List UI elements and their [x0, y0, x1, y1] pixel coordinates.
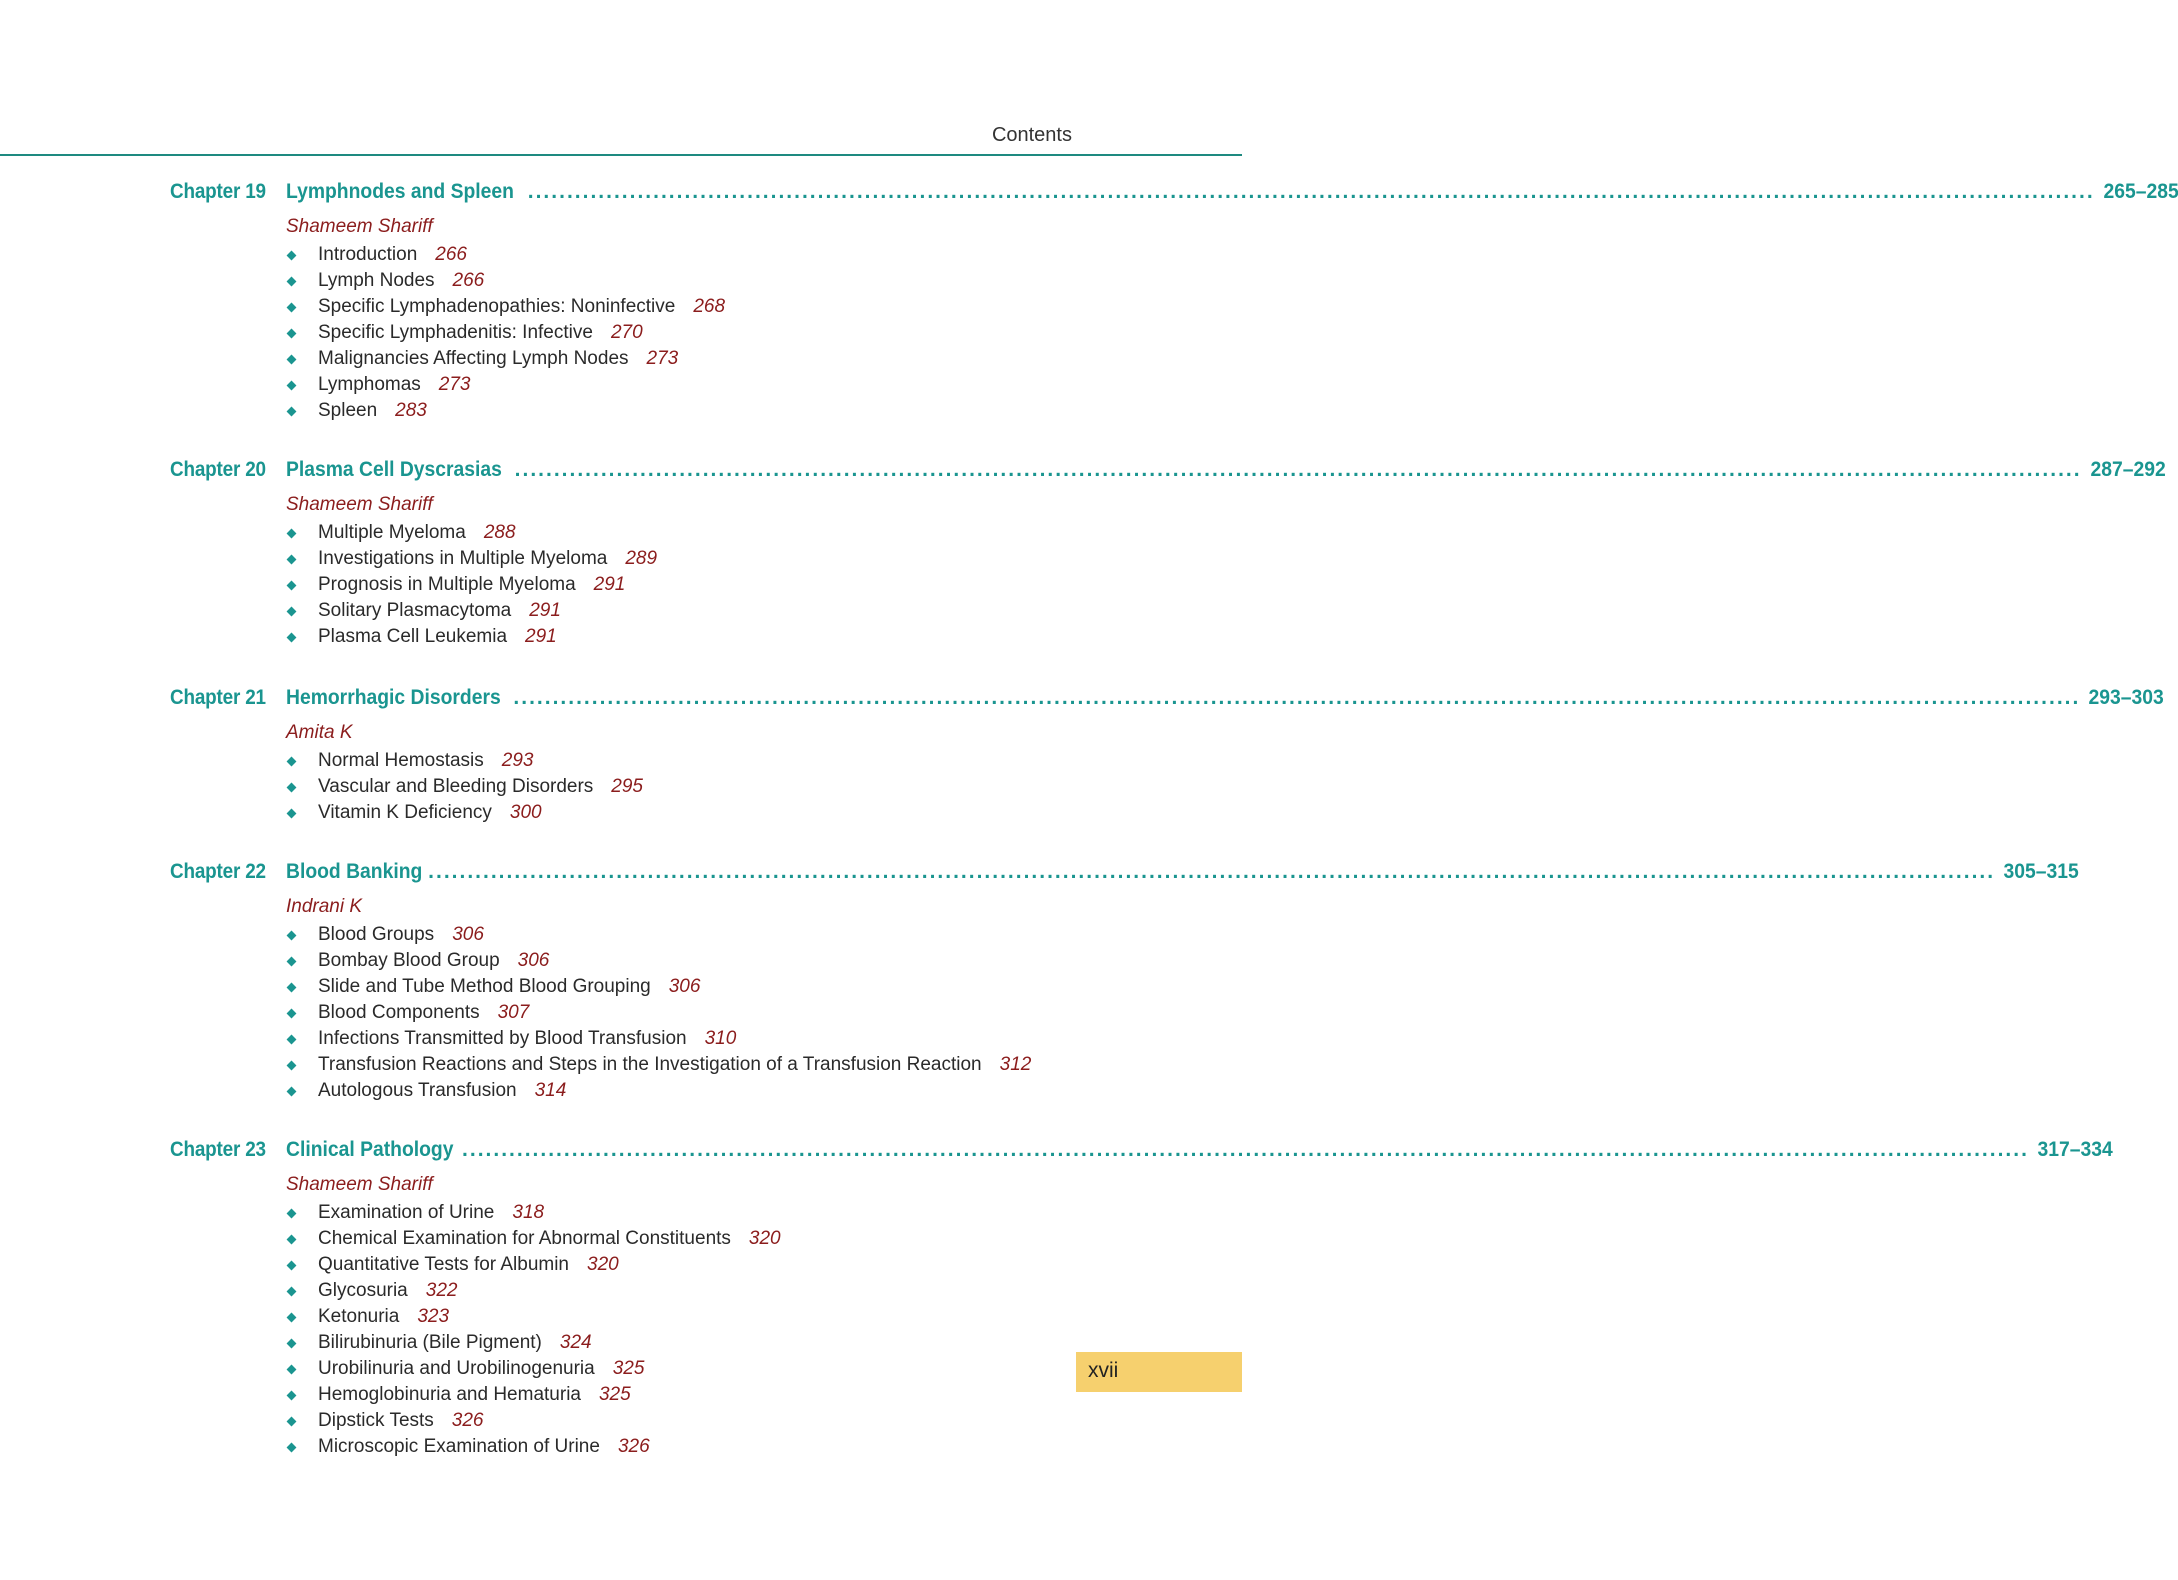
topic-item: [286, 624, 1242, 650]
dot-leader: ........................................................................................................................................................................................................: [462, 1138, 2029, 1161]
running-head: Contents: [991, 124, 1072, 146]
topic-label: Prognosis in Multiple Myeloma: [318, 574, 576, 595]
topic-item: [286, 748, 1242, 774]
topic-label: Investigations in Multiple Myeloma: [318, 548, 608, 569]
topic-label: Quantitative Tests for Albumin: [318, 1254, 569, 1275]
topic-page: 300: [509, 802, 542, 823]
chapter-title: Blood Banking: [286, 860, 423, 883]
topic-page: 266: [435, 244, 467, 265]
topic-list: [0, 242, 1242, 424]
topic-item: [286, 1434, 1242, 1460]
chapter-heading: [0, 684, 2165, 718]
diamond-bullet-icon: [287, 529, 297, 539]
topic-page: 291: [525, 626, 557, 647]
topic-label: Solitary Plasmacytoma: [318, 600, 512, 621]
topic-page: 270: [610, 322, 643, 343]
topic-page: 322: [425, 1280, 458, 1301]
topic-item: [286, 1000, 1242, 1026]
dot-leader: ........................................................................................................................................................................................................: [514, 458, 2082, 481]
topic-list: [0, 922, 1242, 1104]
dot-leader: ........................................................................................................................................................................................................: [527, 180, 2095, 203]
topic-label: Slide and Tube Method Blood Grouping: [318, 976, 651, 997]
chapter-page-range: 287–292: [2090, 458, 2166, 481]
chapter-title-row: [286, 686, 2165, 710]
topic-text: [318, 1304, 449, 1330]
topic-label: Specific Lymphadenopathies: Noninfective: [318, 296, 676, 317]
topic-page: 306: [517, 950, 550, 971]
topic-page: 291: [593, 574, 626, 595]
topic-list: [0, 520, 1242, 650]
topic-label: Specific Lymphadenitis: Infective: [318, 322, 593, 343]
topic-page: 324: [559, 1332, 592, 1353]
topic-label: Microscopic Examination of Urine: [318, 1436, 600, 1457]
chapter-title: Plasma Cell Dyscrasias: [286, 458, 502, 481]
topic-label: Blood Components: [318, 1002, 480, 1023]
chapter-page-range: 317–334: [2037, 1138, 2113, 1161]
topic-text: [318, 372, 471, 398]
topic-label: Multiple Myeloma: [318, 522, 466, 543]
topic-item: [286, 800, 1242, 826]
topic-label: Autologous Transfusion: [318, 1080, 517, 1101]
topic-text: [318, 1226, 781, 1252]
topic-label: Hemoglobinuria and Hematuria: [318, 1384, 581, 1405]
topic-text: [318, 598, 561, 624]
topic-page: 326: [617, 1436, 650, 1457]
topic-page: 323: [417, 1306, 450, 1327]
topic-text: [318, 572, 625, 598]
topic-page: 325: [598, 1384, 631, 1405]
diamond-bullet-icon: [287, 809, 297, 819]
topic-text: [318, 268, 484, 294]
topic-item: [286, 320, 1242, 346]
chapter-author: Shameem Shariff: [286, 216, 433, 237]
topic-page: 314: [534, 1080, 567, 1101]
topic-page: 273: [438, 374, 471, 395]
topic-item: [286, 1252, 1242, 1278]
diamond-bullet-icon: [287, 251, 297, 261]
topic-label: Transfusion Reactions and Steps in the Investigation of a Transfusion Reaction: [318, 1054, 982, 1075]
diamond-bullet-icon: [287, 931, 297, 941]
diamond-bullet-icon: [287, 1261, 297, 1271]
topic-label: Vascular and Bleeding Disorders: [318, 776, 594, 797]
topic-page: 307: [497, 1002, 530, 1023]
chapter-author: Indrani K: [286, 896, 363, 917]
diamond-bullet-icon: [287, 1417, 297, 1427]
diamond-bullet-icon: [287, 607, 297, 617]
topic-label: Bombay Blood Group: [318, 950, 500, 971]
topic-label: Malignancies Affecting Lymph Nodes: [318, 348, 629, 369]
topic-item: [286, 948, 1242, 974]
topic-page: 320: [748, 1228, 781, 1249]
diamond-bullet-icon: [287, 355, 297, 365]
diamond-bullet-icon: [287, 1009, 297, 1019]
chapter-page-range: 265–285: [2103, 180, 2178, 203]
topic-item: [286, 1304, 1242, 1330]
diamond-bullet-icon: [287, 757, 297, 767]
chapter-title: Clinical Pathology: [286, 1138, 454, 1161]
topic-label: Lymphomas: [318, 374, 421, 395]
topic-text: [318, 974, 700, 1000]
topic-page: 268: [693, 296, 726, 317]
diamond-bullet-icon: [287, 555, 297, 565]
topic-page: 293: [501, 750, 534, 771]
diamond-bullet-icon: [287, 1087, 297, 1097]
diamond-bullet-icon: [287, 277, 297, 287]
diamond-bullet-icon: [287, 1209, 297, 1219]
chapter-heading: [0, 178, 2178, 212]
dot-leader: ........................................................................................................................................................................................................: [513, 686, 2081, 709]
topic-label: Plasma Cell Leukemia: [318, 626, 508, 647]
topic-item: [286, 242, 1242, 268]
chapter-author: Shameem Shariff: [286, 1174, 433, 1195]
diamond-bullet-icon: [287, 1339, 297, 1349]
header-rule: [0, 154, 1242, 156]
topic-page: 326: [451, 1410, 484, 1431]
topic-label: Glycosuria: [318, 1280, 408, 1301]
table-of-contents: [0, 178, 2178, 1460]
diamond-bullet-icon: [287, 957, 297, 967]
topic-text: [318, 948, 549, 974]
diamond-bullet-icon: [287, 1313, 297, 1323]
diamond-bullet-icon: [287, 581, 297, 591]
chapter-entry: [0, 684, 2165, 826]
topic-page: 306: [668, 976, 701, 997]
chapter-title-row: [286, 860, 2079, 884]
diamond-bullet-icon: [287, 1443, 297, 1453]
topic-page: 306: [452, 924, 484, 945]
topic-label: Normal Hemostasis: [318, 750, 484, 771]
topic-list: [0, 748, 1242, 826]
chapter-title-row: [286, 1138, 2113, 1162]
diamond-bullet-icon: [287, 407, 297, 417]
dot-leader: ........................................................................................................................................................................................................: [428, 860, 1996, 883]
topic-text: [318, 294, 725, 320]
chapter-heading: [0, 858, 2079, 892]
topic-label: Examination of Urine: [318, 1202, 495, 1223]
topic-text: [318, 1026, 736, 1052]
topic-text: [318, 520, 516, 546]
topic-text: [318, 1382, 631, 1408]
topic-text: [318, 320, 643, 346]
topic-page: 310: [704, 1028, 737, 1049]
chapter-title-row: [286, 458, 2166, 482]
topic-label: Dipstick Tests: [318, 1410, 434, 1431]
diamond-bullet-icon: [287, 1061, 297, 1071]
topic-page: 288: [483, 522, 516, 543]
topic-page: 318: [512, 1202, 545, 1223]
topic-item: [286, 598, 1242, 624]
diamond-bullet-icon: [287, 303, 297, 313]
chapter-entry: [0, 858, 2079, 1104]
diamond-bullet-icon: [287, 329, 297, 339]
topic-label: Vitamin K Deficiency: [318, 802, 492, 823]
topic-label: Lymph Nodes: [318, 270, 435, 291]
topic-item: [286, 346, 1242, 372]
topic-text: [318, 1408, 484, 1434]
diamond-bullet-icon: [287, 1365, 297, 1375]
chapter-number: Chapter 23: [170, 1138, 266, 1161]
diamond-bullet-icon: [287, 1391, 297, 1401]
page-number-tab: [1076, 1352, 1242, 1392]
topic-text: [318, 242, 467, 268]
chapter-heading: [0, 456, 2166, 490]
topic-text: [318, 922, 484, 948]
topic-label: Bilirubinuria (Bile Pigment): [318, 1332, 542, 1353]
topic-page: 291: [529, 600, 561, 621]
topic-item: [286, 774, 1242, 800]
topic-item: [286, 1226, 1242, 1252]
topic-item: [286, 974, 1242, 1000]
chapter-title-row: [286, 180, 2178, 204]
topic-label: Spleen: [318, 400, 378, 421]
topic-item: [286, 520, 1242, 546]
topic-text: [318, 748, 533, 774]
topic-page: 283: [395, 400, 427, 421]
diamond-bullet-icon: [287, 633, 297, 643]
topic-text: [318, 1078, 566, 1104]
chapter-number: Chapter 20: [170, 458, 266, 481]
topic-item: [286, 1200, 1242, 1226]
topic-item: [286, 922, 1242, 948]
topic-text: [318, 1000, 529, 1026]
chapter-author: Shameem Shariff: [286, 494, 433, 515]
topic-page: 289: [625, 548, 658, 569]
chapter-heading: [0, 1136, 2113, 1170]
chapter-title: Hemorrhagic Disorders: [286, 686, 501, 709]
topic-item: [286, 372, 1242, 398]
topic-item: [286, 1408, 1242, 1434]
diamond-bullet-icon: [287, 783, 297, 793]
topic-text: [318, 1252, 619, 1278]
chapter-number: Chapter 22: [170, 860, 266, 883]
topic-text: [318, 546, 657, 572]
topic-page: 312: [999, 1054, 1032, 1075]
topic-text: [318, 1052, 1031, 1078]
topic-item: [286, 546, 1242, 572]
chapter-number: Chapter 21: [170, 686, 266, 709]
chapter-author: Amita K: [286, 722, 353, 743]
chapter-number: Chapter 19: [170, 180, 266, 203]
topic-text: [318, 1330, 592, 1356]
topic-text: [318, 624, 557, 650]
topic-item: [286, 268, 1242, 294]
diamond-bullet-icon: [287, 1235, 297, 1245]
topic-label: Urobilinuria and Urobilinogenuria: [318, 1358, 595, 1379]
topic-label: Ketonuria: [318, 1306, 400, 1327]
chapter-entry: [0, 456, 2166, 650]
topic-page: 320: [587, 1254, 619, 1275]
topic-item: [286, 1052, 1242, 1078]
topic-page: 273: [646, 348, 679, 369]
topic-text: [318, 1434, 650, 1460]
topic-label: Chemical Examination for Abnormal Constituents: [318, 1228, 731, 1249]
topic-label: Infections Transmitted by Blood Transfusion: [318, 1028, 687, 1049]
diamond-bullet-icon: [287, 983, 297, 993]
page-number: xvii: [1088, 1359, 1119, 1382]
topic-item: [286, 294, 1242, 320]
topic-item: [286, 398, 1242, 424]
topic-item: [286, 572, 1242, 598]
topic-text: [318, 398, 427, 424]
topic-text: [318, 1200, 544, 1226]
diamond-bullet-icon: [287, 1035, 297, 1045]
topic-text: [318, 800, 542, 826]
topic-label: Introduction: [318, 244, 418, 265]
chapter-entry: [0, 178, 2178, 424]
topic-label: Blood Groups: [318, 924, 435, 945]
topic-text: [318, 1278, 457, 1304]
topic-item: [286, 1026, 1242, 1052]
diamond-bullet-icon: [287, 381, 297, 391]
topic-list: [0, 1200, 1242, 1460]
topic-page: 266: [452, 270, 485, 291]
topic-page: 325: [612, 1358, 645, 1379]
chapter-page-range: 293–303: [2088, 686, 2165, 709]
diamond-bullet-icon: [287, 1287, 297, 1297]
topic-item: [286, 1078, 1242, 1104]
chapter-page-range: 305–315: [2003, 860, 2079, 883]
topic-text: [318, 346, 678, 372]
chapter-title: Lymphnodes and Spleen: [286, 180, 514, 203]
topic-text: [318, 1356, 644, 1382]
topic-page: 295: [611, 776, 643, 797]
chapter-entry: [0, 1136, 2113, 1460]
topic-item: [286, 1278, 1242, 1304]
topic-text: [318, 774, 643, 800]
